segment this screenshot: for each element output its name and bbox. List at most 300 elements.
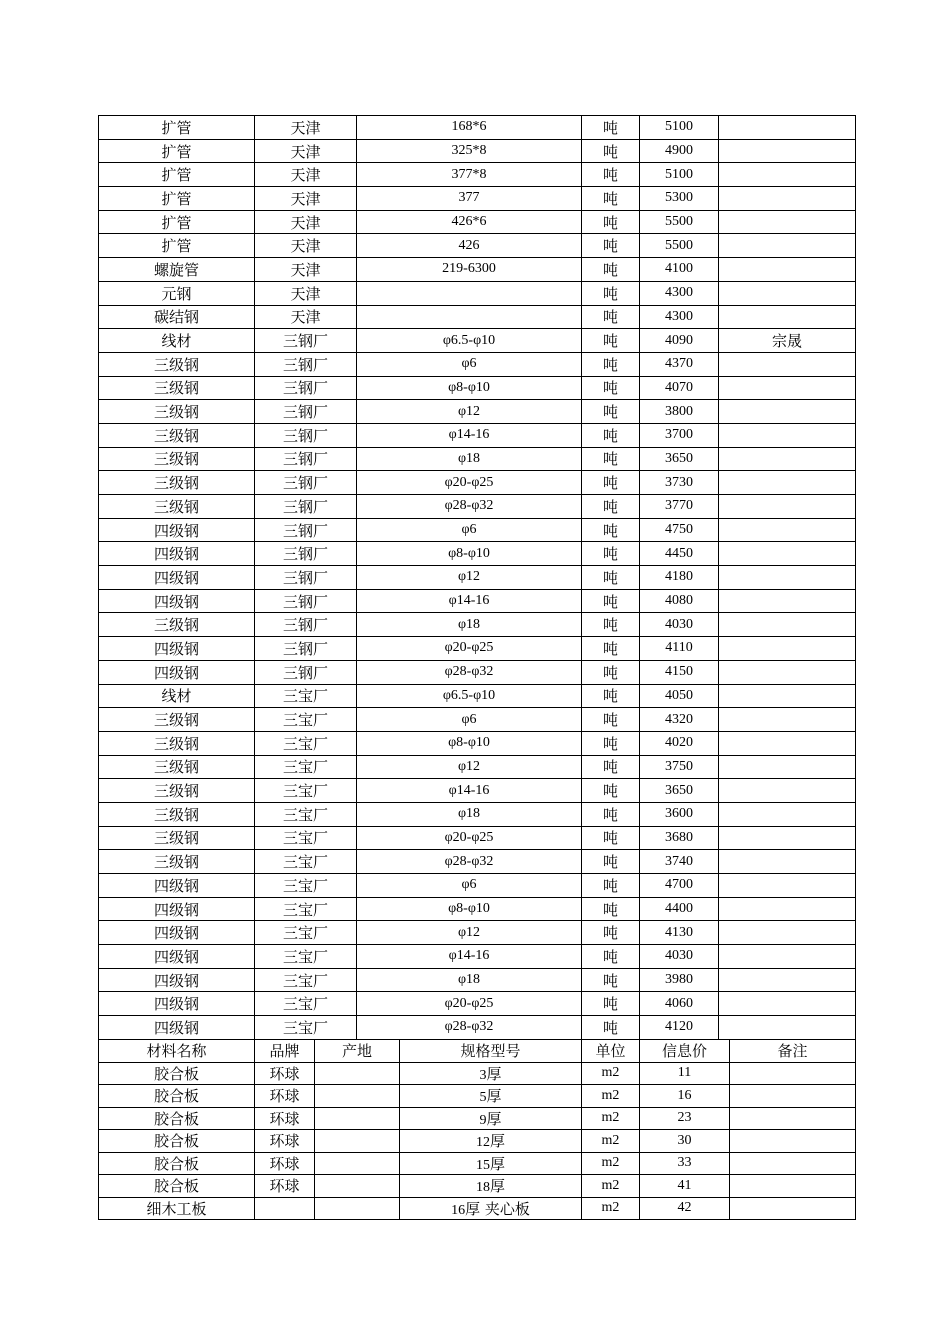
price: 3750	[640, 755, 719, 779]
material-name: 三级钢	[99, 613, 255, 637]
spec: φ8-φ10	[357, 376, 582, 400]
spec: φ8-φ10	[357, 542, 582, 566]
price: 5500	[640, 210, 719, 234]
origin: 天津	[255, 163, 357, 187]
table-row	[99, 329, 856, 353]
table-row	[99, 187, 856, 211]
note	[719, 637, 856, 661]
price: 4900	[640, 139, 719, 163]
spec: φ28-φ32	[357, 495, 582, 519]
material-name: 胶合板	[99, 1107, 255, 1130]
spec	[400, 1175, 582, 1198]
material-name: 三级钢	[99, 352, 255, 376]
unit: 吨	[582, 210, 640, 234]
table-row	[99, 897, 856, 921]
spec-thickness: 16	[451, 1202, 466, 1218]
unit: 吨	[582, 992, 640, 1016]
header-note: 备注	[730, 1040, 856, 1063]
spec: φ18	[357, 968, 582, 992]
table-row	[99, 447, 856, 471]
unit: 吨	[582, 589, 640, 613]
board-header-row	[99, 1040, 856, 1063]
material-name: 元钢	[99, 281, 255, 305]
origin: 三宝厂	[255, 755, 357, 779]
table-row	[99, 234, 856, 258]
origin: 天津	[255, 210, 357, 234]
price: 4450	[640, 542, 719, 566]
material-name: 扩管	[99, 116, 255, 140]
spec-text: 厚	[489, 1132, 505, 1151]
price: 23	[640, 1107, 730, 1130]
note	[719, 495, 856, 519]
origin	[315, 1062, 400, 1085]
price: 4120	[640, 1016, 719, 1040]
table-row	[99, 968, 856, 992]
origin: 天津	[255, 234, 357, 258]
table-row	[99, 518, 856, 542]
table-row	[99, 495, 856, 519]
spec	[400, 1152, 582, 1175]
spec: φ28-φ32	[357, 850, 582, 874]
unit: 吨	[582, 139, 640, 163]
unit: 吨	[582, 731, 640, 755]
note	[719, 376, 856, 400]
spec: φ28-φ32	[357, 660, 582, 684]
header-brand: 品牌	[255, 1040, 315, 1063]
price: 5100	[640, 163, 719, 187]
origin: 三钢厂	[255, 352, 357, 376]
note	[719, 234, 856, 258]
spec: 168*6	[357, 116, 582, 140]
note	[719, 281, 856, 305]
material-name: 螺旋管	[99, 258, 255, 282]
unit: m2	[582, 1130, 640, 1153]
note	[719, 352, 856, 376]
note	[719, 210, 856, 234]
material-name: 四级钢	[99, 897, 255, 921]
note	[719, 708, 856, 732]
table-row	[99, 1152, 856, 1175]
unit: 吨	[582, 495, 640, 519]
spec-text: 厚	[486, 1087, 502, 1106]
origin	[315, 1152, 400, 1175]
spec-text: 厚	[489, 1177, 505, 1196]
price: 4060	[640, 992, 719, 1016]
note	[719, 116, 856, 140]
unit: 吨	[582, 542, 640, 566]
spec: φ6	[357, 518, 582, 542]
origin: 三宝厂	[255, 779, 357, 803]
origin: 三钢厂	[255, 637, 357, 661]
note	[719, 731, 856, 755]
origin: 三钢厂	[255, 518, 357, 542]
table-row	[99, 660, 856, 684]
brand: 环球	[255, 1130, 315, 1153]
spec: φ18	[357, 447, 582, 471]
origin: 三钢厂	[255, 613, 357, 637]
table-row	[99, 352, 856, 376]
spec: φ18	[357, 802, 582, 826]
spec	[400, 1085, 582, 1108]
brand: 环球	[255, 1152, 315, 1175]
price: 4300	[640, 305, 719, 329]
material-name: 四级钢	[99, 637, 255, 661]
price: 3680	[640, 826, 719, 850]
unit: 吨	[582, 637, 640, 661]
table-row	[99, 542, 856, 566]
table-row	[99, 1107, 856, 1130]
origin: 三钢厂	[255, 447, 357, 471]
table-row	[99, 423, 856, 447]
price: 4180	[640, 566, 719, 590]
material-name: 三级钢	[99, 495, 255, 519]
price: 3980	[640, 968, 719, 992]
origin: 天津	[255, 305, 357, 329]
material-name: 线材	[99, 329, 255, 353]
price: 4030	[640, 613, 719, 637]
note	[719, 400, 856, 424]
spec-thickness: 9	[479, 1112, 487, 1128]
unit: 吨	[582, 376, 640, 400]
table-row	[99, 305, 856, 329]
board-price-table	[98, 1039, 856, 1220]
note	[719, 755, 856, 779]
note	[719, 945, 856, 969]
table-row	[99, 376, 856, 400]
note	[730, 1085, 856, 1108]
material-name: 四级钢	[99, 1016, 255, 1040]
price: 5300	[640, 187, 719, 211]
origin: 三宝厂	[255, 850, 357, 874]
price: 4150	[640, 660, 719, 684]
price: 30	[640, 1130, 730, 1153]
price: 33	[640, 1152, 730, 1175]
unit: m2	[582, 1152, 640, 1175]
material-name: 线材	[99, 684, 255, 708]
material-name: 四级钢	[99, 945, 255, 969]
origin: 三宝厂	[255, 708, 357, 732]
unit: 吨	[582, 684, 640, 708]
origin	[315, 1130, 400, 1153]
price: 4050	[640, 684, 719, 708]
unit: 吨	[582, 234, 640, 258]
material-name: 三级钢	[99, 708, 255, 732]
table-row	[99, 471, 856, 495]
spec: 219-6300	[357, 258, 582, 282]
unit: 吨	[582, 305, 640, 329]
origin: 天津	[255, 139, 357, 163]
header-price: 信息价	[640, 1040, 730, 1063]
table-row	[99, 708, 856, 732]
spec: φ14-16	[357, 423, 582, 447]
origin: 三钢厂	[255, 495, 357, 519]
spec: φ12	[357, 755, 582, 779]
material-name: 四级钢	[99, 589, 255, 613]
origin: 三钢厂	[255, 589, 357, 613]
table-row	[99, 566, 856, 590]
origin: 三钢厂	[255, 329, 357, 353]
material-name: 扩管	[99, 210, 255, 234]
note	[730, 1197, 856, 1220]
unit: 吨	[582, 779, 640, 803]
steel-price-table	[98, 115, 856, 1040]
price: 4750	[640, 518, 719, 542]
note	[719, 968, 856, 992]
table-row	[99, 992, 856, 1016]
material-name: 四级钢	[99, 874, 255, 898]
spec-thickness: 15	[475, 1157, 490, 1173]
material-name: 胶合板	[99, 1062, 255, 1085]
origin: 三宝厂	[255, 992, 357, 1016]
spec: φ20-φ25	[357, 826, 582, 850]
note	[719, 874, 856, 898]
origin: 三宝厂	[255, 921, 357, 945]
origin	[315, 1175, 400, 1198]
unit: 吨	[582, 1016, 640, 1040]
material-name: 扩管	[99, 163, 255, 187]
spec: φ14-16	[357, 945, 582, 969]
unit: m2	[582, 1197, 640, 1220]
header-material-name: 材料名称	[99, 1040, 255, 1063]
material-name: 碳结钢	[99, 305, 255, 329]
note	[730, 1107, 856, 1130]
note	[719, 921, 856, 945]
price: 4070	[640, 376, 719, 400]
note	[719, 1016, 856, 1040]
spec: φ20-φ25	[357, 992, 582, 1016]
note	[719, 826, 856, 850]
spec: 377	[357, 187, 582, 211]
note	[719, 139, 856, 163]
spec: 377*8	[357, 163, 582, 187]
price: 4090	[640, 329, 719, 353]
header-spec: 规格型号	[400, 1040, 582, 1063]
spec: φ6	[357, 708, 582, 732]
spec	[400, 1107, 582, 1130]
note	[730, 1152, 856, 1175]
material-name: 四级钢	[99, 518, 255, 542]
spec: φ6	[357, 352, 582, 376]
price: 4080	[640, 589, 719, 613]
price: 4700	[640, 874, 719, 898]
origin: 三宝厂	[255, 731, 357, 755]
material-name: 四级钢	[99, 542, 255, 566]
material-name: 扩管	[99, 187, 255, 211]
spec: 426	[357, 234, 582, 258]
material-name: 三级钢	[99, 826, 255, 850]
note	[719, 447, 856, 471]
brand: 环球	[255, 1085, 315, 1108]
price: 4300	[640, 281, 719, 305]
origin: 三宝厂	[255, 945, 357, 969]
unit: 吨	[582, 874, 640, 898]
note	[719, 613, 856, 637]
note	[730, 1130, 856, 1153]
spec-thickness: 5	[479, 1090, 487, 1106]
origin: 三宝厂	[255, 1016, 357, 1040]
price: 3740	[640, 850, 719, 874]
price: 42	[640, 1197, 730, 1220]
spec: φ20-φ25	[357, 637, 582, 661]
spec	[400, 1130, 582, 1153]
material-name: 三级钢	[99, 471, 255, 495]
unit: m2	[582, 1085, 640, 1108]
brand: 环球	[255, 1175, 315, 1198]
origin	[315, 1197, 400, 1220]
origin: 三宝厂	[255, 897, 357, 921]
price: 3700	[640, 423, 719, 447]
table-row	[99, 755, 856, 779]
price: 3770	[640, 495, 719, 519]
origin: 三宝厂	[255, 968, 357, 992]
note	[719, 187, 856, 211]
material-name: 四级钢	[99, 968, 255, 992]
price: 16	[640, 1085, 730, 1108]
spec: φ20-φ25	[357, 471, 582, 495]
unit: 吨	[582, 755, 640, 779]
material-name: 三级钢	[99, 802, 255, 826]
table-row	[99, 826, 856, 850]
note	[719, 471, 856, 495]
material-name: 四级钢	[99, 660, 255, 684]
unit: 吨	[582, 613, 640, 637]
spec	[357, 281, 582, 305]
price: 3800	[640, 400, 719, 424]
spec-thickness: 3	[479, 1067, 487, 1083]
material-name: 胶合板	[99, 1085, 255, 1108]
note	[730, 1062, 856, 1085]
note	[719, 684, 856, 708]
price: 4100	[640, 258, 719, 282]
spec: φ12	[357, 400, 582, 424]
unit: 吨	[582, 802, 640, 826]
note	[719, 518, 856, 542]
spec-text: 厚	[486, 1109, 502, 1128]
table-row	[99, 281, 856, 305]
unit: 吨	[582, 329, 640, 353]
board-table-body	[99, 1040, 856, 1220]
spec: φ6	[357, 874, 582, 898]
origin: 三钢厂	[255, 566, 357, 590]
table-row	[99, 637, 856, 661]
note	[719, 305, 856, 329]
unit: 吨	[582, 447, 640, 471]
unit: m2	[582, 1175, 640, 1198]
material-name: 胶合板	[99, 1130, 255, 1153]
table-row	[99, 1062, 856, 1085]
table-row	[99, 589, 856, 613]
origin: 三钢厂	[255, 660, 357, 684]
header-unit: 单位	[582, 1040, 640, 1063]
price: 4020	[640, 731, 719, 755]
spec-text: 厚	[486, 1064, 502, 1083]
note	[719, 779, 856, 803]
unit: 吨	[582, 471, 640, 495]
origin: 天津	[255, 258, 357, 282]
spec	[400, 1197, 582, 1220]
spec: 325*8	[357, 139, 582, 163]
unit: 吨	[582, 566, 640, 590]
steel-table-body	[99, 116, 856, 1040]
unit: 吨	[582, 423, 640, 447]
price: 11	[640, 1062, 730, 1085]
spec: φ6.5-φ10	[357, 684, 582, 708]
table-row	[99, 945, 856, 969]
table-row	[99, 779, 856, 803]
price: 4320	[640, 708, 719, 732]
header-origin: 产地	[315, 1040, 400, 1063]
origin: 三宝厂	[255, 826, 357, 850]
spec: φ28-φ32	[357, 1016, 582, 1040]
material-name: 三级钢	[99, 447, 255, 471]
note	[719, 850, 856, 874]
origin: 三钢厂	[255, 542, 357, 566]
origin: 天津	[255, 116, 357, 140]
note	[719, 423, 856, 447]
note	[719, 566, 856, 590]
unit: 吨	[582, 921, 640, 945]
table-row	[99, 684, 856, 708]
spec: φ18	[357, 613, 582, 637]
unit: 吨	[582, 400, 640, 424]
unit: 吨	[582, 258, 640, 282]
unit: 吨	[582, 281, 640, 305]
price: 4130	[640, 921, 719, 945]
price: 5500	[640, 234, 719, 258]
table-row	[99, 921, 856, 945]
unit: m2	[582, 1062, 640, 1085]
table-row	[99, 163, 856, 187]
unit: 吨	[582, 660, 640, 684]
spec-text: 厚 夹心板	[465, 1199, 530, 1218]
material-name: 四级钢	[99, 921, 255, 945]
note	[719, 992, 856, 1016]
spec: φ14-16	[357, 589, 582, 613]
origin: 天津	[255, 281, 357, 305]
origin: 三钢厂	[255, 400, 357, 424]
note: 宗晟	[719, 329, 856, 353]
material-name: 四级钢	[99, 992, 255, 1016]
table-row	[99, 139, 856, 163]
note	[719, 802, 856, 826]
material-name: 三级钢	[99, 731, 255, 755]
note	[719, 660, 856, 684]
note	[719, 589, 856, 613]
material-name: 扩管	[99, 139, 255, 163]
note	[719, 542, 856, 566]
material-name: 细木工板	[99, 1197, 255, 1220]
table-row	[99, 802, 856, 826]
spec-text: 厚	[489, 1154, 505, 1173]
price: 4030	[640, 945, 719, 969]
origin: 三钢厂	[255, 471, 357, 495]
brand: 环球	[255, 1062, 315, 1085]
note	[719, 163, 856, 187]
price: 3600	[640, 802, 719, 826]
table-row	[99, 116, 856, 140]
price: 4370	[640, 352, 719, 376]
price: 3650	[640, 779, 719, 803]
table-row	[99, 731, 856, 755]
spec: φ12	[357, 921, 582, 945]
material-name: 胶合板	[99, 1175, 255, 1198]
origin: 天津	[255, 187, 357, 211]
spec: φ8-φ10	[357, 897, 582, 921]
material-name: 四级钢	[99, 566, 255, 590]
spec-thickness: 12	[475, 1135, 490, 1151]
spec-thickness: 18	[475, 1180, 490, 1196]
table-row	[99, 874, 856, 898]
